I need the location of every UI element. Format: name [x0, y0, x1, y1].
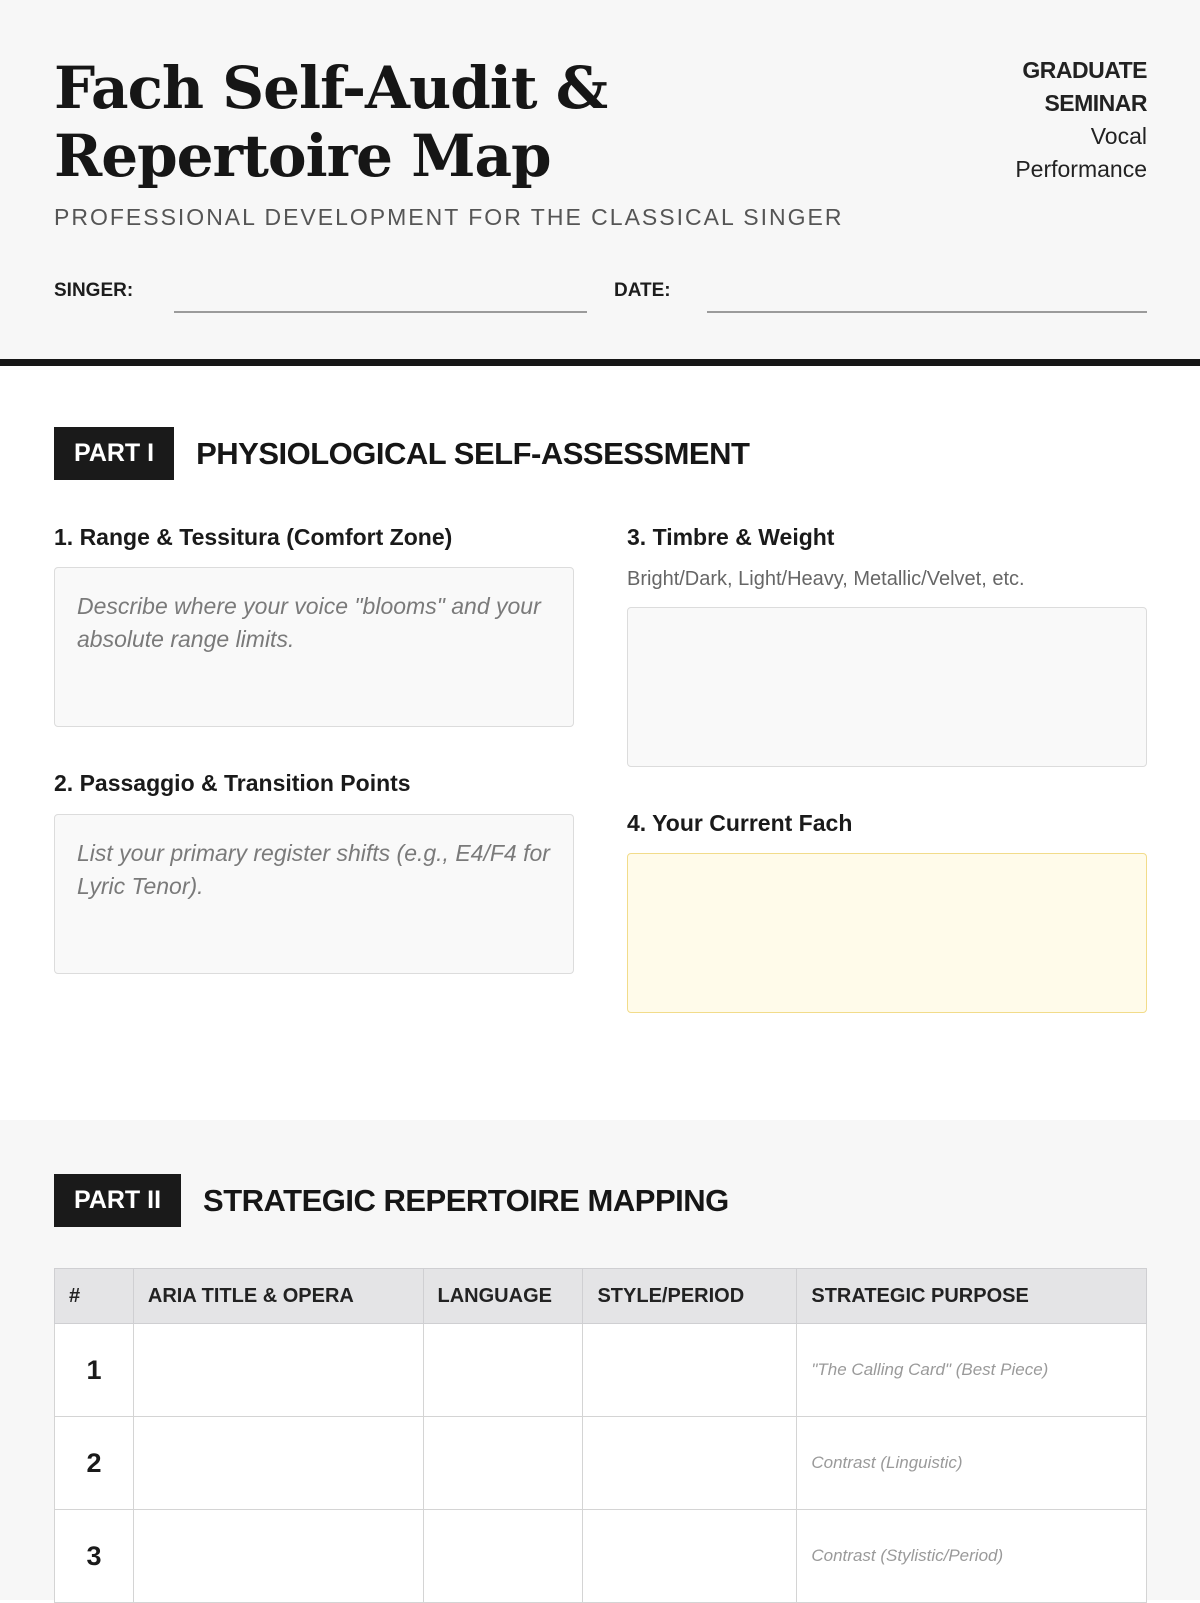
singer-label: SINGER:	[54, 280, 134, 301]
table-row	[55, 1417, 1147, 1510]
part-1-heading	[54, 427, 749, 480]
document-header	[0, 0, 1200, 366]
question-4-answer[interactable]	[627, 853, 1147, 1013]
language-cell[interactable]	[423, 1510, 583, 1603]
row-number: 1	[55, 1324, 134, 1417]
column-header-language: LANGUAGE	[423, 1269, 583, 1324]
style-cell[interactable]	[583, 1417, 797, 1510]
question-2-label: 2. Passaggio & Transition Points	[54, 770, 411, 796]
purpose-cell: "The Calling Card" (Best Piece)	[797, 1324, 1147, 1417]
language-cell[interactable]	[423, 1324, 583, 1417]
question-3-answer[interactable]	[627, 607, 1147, 767]
column-header-style: STYLE/PERIOD	[583, 1269, 797, 1324]
part-1-badge: PART I	[54, 427, 174, 480]
aria-cell[interactable]	[133, 1417, 423, 1510]
question-3-label: 3. Timbre & Weight	[627, 524, 835, 550]
repertoire-table	[54, 1268, 1147, 1603]
question-1-answer[interactable]: Describe where your voice "blooms" and your absolute range limits.	[54, 567, 574, 727]
column-header-aria: ARIA TITLE & OPERA	[133, 1269, 423, 1324]
style-cell[interactable]	[583, 1324, 797, 1417]
table-row	[55, 1510, 1147, 1603]
date-label: DATE:	[614, 280, 671, 301]
language-cell[interactable]	[423, 1417, 583, 1510]
aria-cell[interactable]	[133, 1324, 423, 1417]
column-header-purpose: STRATEGIC PURPOSE	[797, 1269, 1147, 1324]
question-4-label: 4. Your Current Fach	[627, 810, 853, 836]
column-header-number: #	[55, 1269, 134, 1324]
purpose-cell: Contrast (Stylistic/Period)	[797, 1510, 1147, 1603]
table-header-row	[55, 1269, 1147, 1324]
question-2-answer[interactable]: List your primary register shifts (e.g., E4/F4 for Lyric Tenor).	[54, 814, 574, 974]
part-2-heading	[54, 1174, 729, 1227]
purpose-cell: Contrast (Linguistic)	[797, 1417, 1147, 1510]
document-subtitle: PROFESSIONAL DEVELOPMENT FOR THE CLASSICAL SINGER	[54, 204, 844, 230]
course-info	[987, 54, 1147, 186]
singer-field[interactable]	[174, 311, 587, 313]
question-1-label: 1. Range & Tessitura (Comfort Zone)	[54, 524, 453, 550]
course-level: GRADUATE SEMINAR	[1022, 57, 1147, 116]
row-number: 2	[55, 1417, 134, 1510]
aria-cell[interactable]	[133, 1510, 423, 1603]
row-number: 3	[55, 1510, 134, 1603]
table-row	[55, 1324, 1147, 1417]
part-2-title: STRATEGIC REPERTOIRE MAPPING	[203, 1182, 729, 1218]
date-field[interactable]	[707, 311, 1147, 313]
style-cell[interactable]	[583, 1510, 797, 1603]
question-3-help: Bright/Dark, Light/Heavy, Metallic/Velvet, etc.	[627, 568, 1025, 590]
part-2-badge: PART II	[54, 1174, 181, 1227]
course-name: Vocal Performance	[1015, 123, 1147, 182]
document-title: Fach Self-Audit & Repertoire Map	[54, 54, 608, 190]
part-1-title: PHYSIOLOGICAL SELF-ASSESSMENT	[196, 435, 750, 471]
